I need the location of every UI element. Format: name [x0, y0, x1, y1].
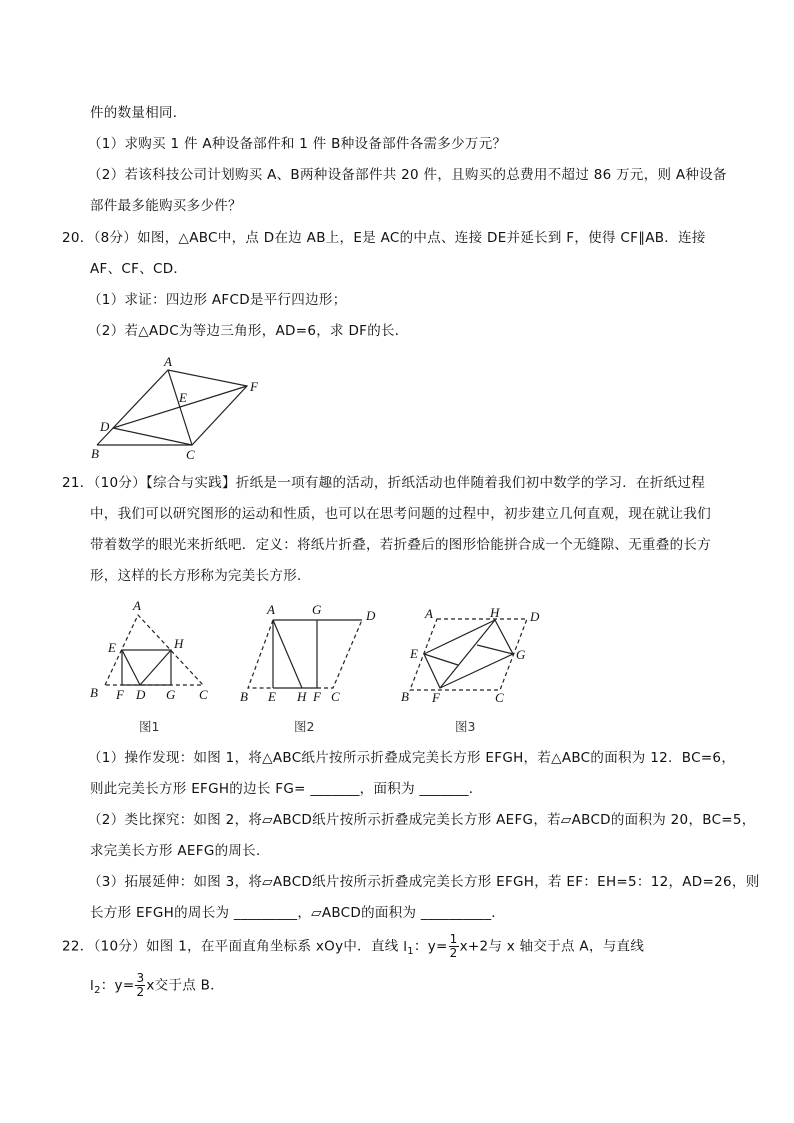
label: E — [268, 689, 276, 704]
label: G — [312, 602, 322, 617]
q21-part2-line2: 求完美长方形 AEFG的周长． — [90, 843, 270, 859]
q21-part1-line1: （1）操作发现：如图 1，将△ABC纸片按所示折叠成完美长方形 EFGH，若△ABC的面积为 12．BC=6， — [88, 750, 736, 766]
figure-1-labels — [90, 598, 208, 734]
label: F — [432, 690, 440, 705]
q20-part1: （1）求证：四边形 AFCD是平行四边形； — [88, 292, 347, 308]
label: D — [366, 608, 376, 623]
q22-stem-end: 交于点 B． — [154, 977, 225, 994]
figure-1 — [105, 615, 203, 685]
label-F: F — [250, 379, 258, 394]
label: C — [331, 689, 340, 704]
figure-2-caption: 图2 — [294, 719, 315, 734]
l1-subscript: 1 — [407, 945, 414, 957]
label-B: B — [91, 446, 99, 461]
q22-stem-line1 — [62, 933, 644, 961]
q21-stem-line1: 21．（10分）【综合与实践】折纸是一项有趣的活动，折纸活动也伴随着我们初中数学的学习．在折纸过程 — [62, 475, 706, 491]
label-C: C — [186, 447, 195, 462]
label: B — [240, 689, 248, 704]
figure-3 — [410, 619, 527, 690]
numerator: 3 — [136, 971, 145, 985]
q20-part2: （2）若△ADC为等边三角形，AD=6，求 DF的长． — [88, 323, 409, 339]
label: A — [133, 598, 141, 613]
label: B — [90, 685, 98, 700]
fraction-one-half — [449, 933, 459, 960]
figure-1-caption: 图1 — [139, 719, 160, 734]
label: H — [490, 605, 500, 620]
q21-part2-line1: （2）类比探究：如图 2，将▱ABCD纸片按所示折叠成完美长方形 AEFG，若▱ABCD的面积为 20，BC=5， — [88, 812, 756, 828]
fraction-three-halves — [135, 972, 145, 999]
l2-symbol: l — [90, 977, 95, 994]
label: C — [495, 690, 504, 705]
label: H — [174, 636, 184, 651]
eq2-lhs: ：y= — [100, 977, 135, 994]
label: F — [116, 687, 124, 702]
q19-continuation: 件的数量相同． — [90, 105, 187, 121]
label: C — [199, 687, 208, 702]
q22-intro: 22．（10分）如图 1，在平面直角坐标系 xOy中．直线 — [62, 938, 399, 955]
q21-part1-line2: 则此完美长方形 EFGH的边长 FG= _______，面积为 _______． — [90, 781, 483, 797]
q21-part3-line2: 长方形 EFGH的周长为 _________，▱ABCD的面积为 __________． — [90, 905, 506, 921]
q19-part2-line1: （2）若该科技公司计划购买 A、B两种设备部件共 20 件，且购买的总费用不超过 86 万元，则 A种设备 — [88, 167, 727, 183]
line-l1 — [403, 939, 414, 955]
l1-symbol: l — [403, 938, 408, 955]
eq1-rhs: x+2 — [459, 938, 489, 955]
label: D — [136, 687, 146, 702]
figure-3-caption: 图3 — [455, 719, 476, 734]
q21-stem-line4: 形，这样的长方形称为完美长方形． — [90, 568, 311, 584]
label-D: D — [100, 419, 110, 434]
label: F — [313, 689, 321, 704]
q20-figure — [97, 370, 247, 445]
label: H — [297, 689, 307, 704]
q21-stem-line3: 带着数学的眼光来折纸吧．定义：将纸片折叠，若折叠后的图形恰能拼合成一个无缝隙、无重叠的长方 — [90, 537, 711, 553]
q20-stem-line1: 20．（8分）如图，△ABC中，点 D在边 AB上，E是 AC的中点、连接 DE并延长到 F，使得 CF∥AB．连接 — [62, 230, 706, 246]
label: B — [401, 689, 409, 704]
label: G — [166, 687, 176, 702]
figure-2 — [248, 620, 362, 688]
label-A: A — [164, 354, 172, 369]
figure-3-labels — [401, 605, 540, 734]
q22-stem-rest: 与 x 轴交于点 A，与直线 — [488, 938, 645, 955]
figure-2-labels — [240, 602, 376, 734]
line-l2 — [90, 978, 101, 994]
denominator: 2 — [136, 985, 145, 999]
numerator: 1 — [449, 932, 458, 946]
l2-subscript: 2 — [94, 984, 101, 996]
label: E — [108, 640, 116, 655]
q19-part1: （1）求购买 1 件 A种设备部件和 1 件 B种设备部件各需多少万元？ — [88, 136, 507, 152]
q19-part2-line2: 部件最多能购买多少件？ — [90, 198, 242, 214]
label: E — [410, 646, 418, 661]
label-E: E — [179, 390, 187, 405]
q20-stem-line2: AF、CF、CD． — [90, 261, 188, 277]
eq2-rhs: x — [146, 977, 155, 994]
q21-part3-line1: （3）拓展延伸：如图 3，将▱ABCD纸片按所示折叠成完美长方形 EFGH，若 EF：EH=5：12，AD=26，则 — [88, 874, 760, 890]
denominator: 2 — [449, 946, 458, 960]
q22-stem-line2 — [90, 972, 224, 1000]
label: D — [530, 609, 540, 624]
label: G — [516, 647, 526, 662]
eq1-lhs: ：y= — [413, 938, 448, 955]
q21-stem-line2: 中，我们可以研究图形的运动和性质，也可以在思考问题的过程中，初步建立几何直观，现在就让我们 — [90, 506, 711, 522]
label: A — [425, 606, 433, 621]
label: A — [267, 602, 275, 617]
